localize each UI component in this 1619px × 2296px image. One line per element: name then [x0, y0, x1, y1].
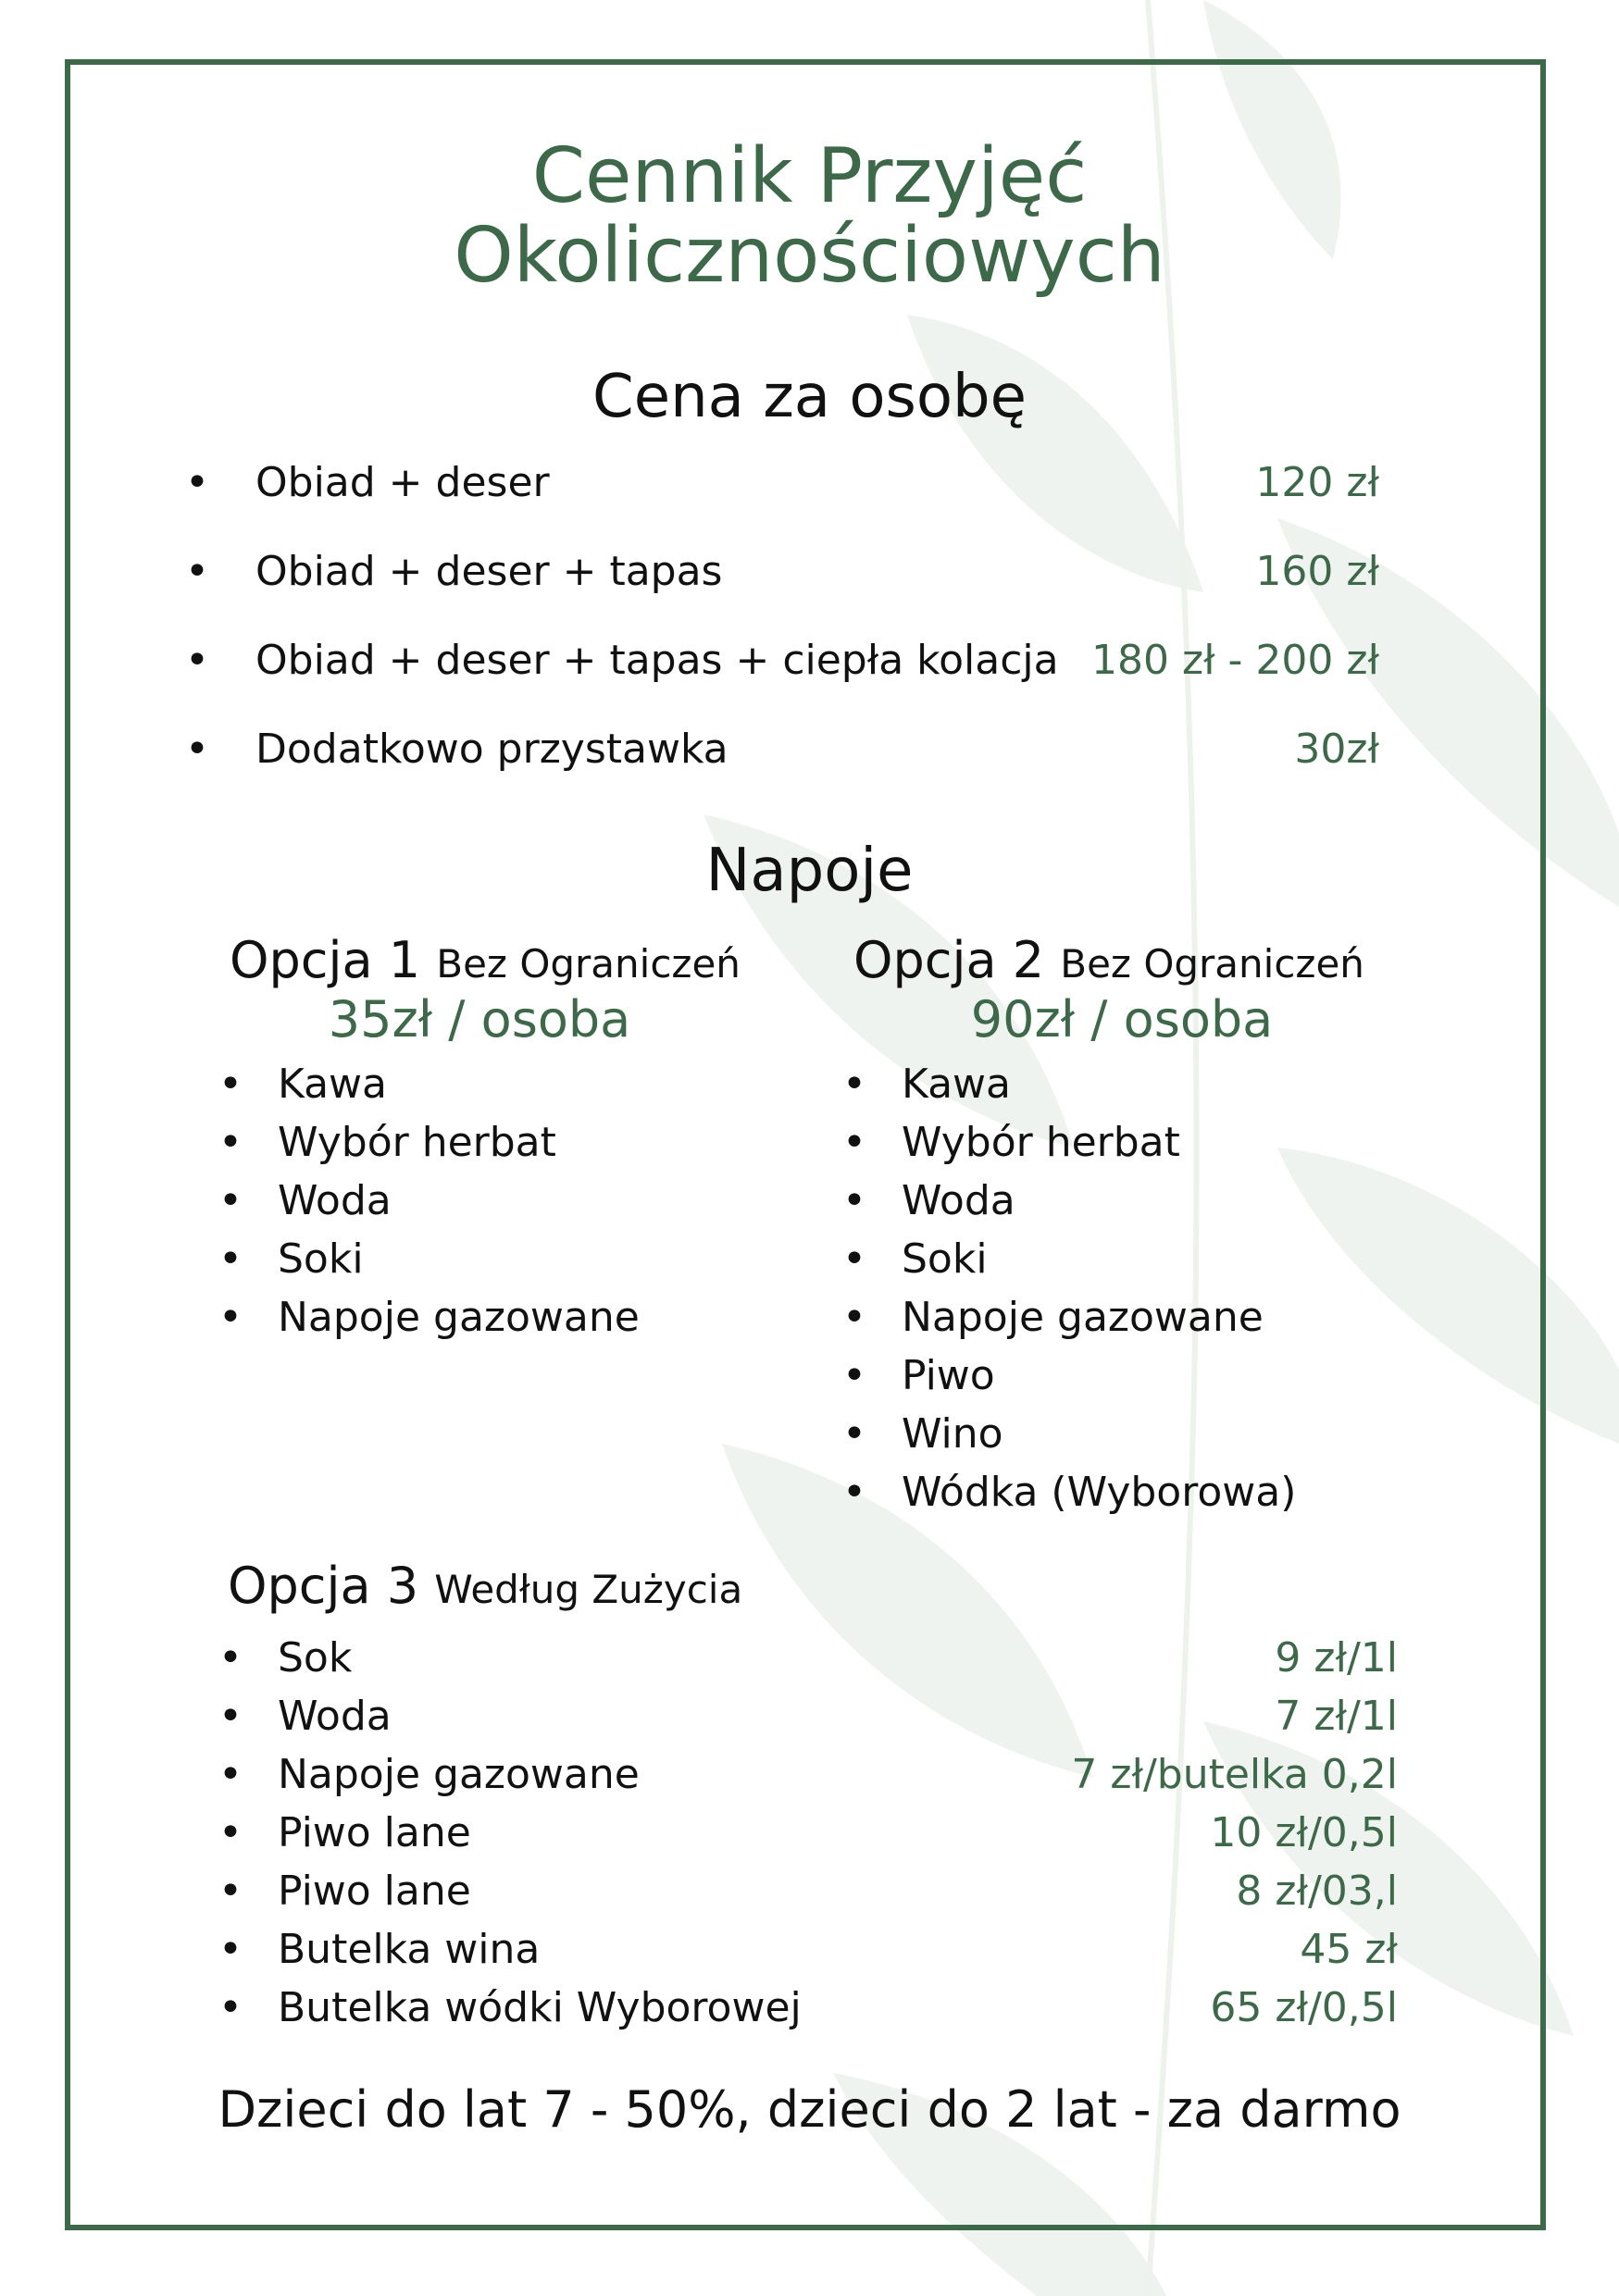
item-label: Obiad + deser [255, 459, 550, 506]
bullet: • [185, 726, 209, 773]
option-2-heading [853, 933, 1446, 992]
list-item: • Kawa [842, 1061, 1011, 1108]
bullet: • [185, 637, 209, 684]
drinks-heading: Napoje [705, 837, 914, 905]
option-3-list [218, 1631, 1398, 2039]
item-label: Obiad + deser + tapas + ciepła kolacja [255, 637, 1059, 684]
children-discount-note: Dzieci do lat 7 - 50%, dzieci do 2 lat - za darmo [218, 2080, 1401, 2139]
list-item: • Wino [842, 1410, 1003, 1458]
list-item: • Piwo lane 10 zł/0,5l [218, 1809, 1398, 1856]
per-person-item [185, 548, 1379, 603]
list-item: • Napoje gazowane [218, 1294, 640, 1341]
list-item: • Woda 7 zł/1l [218, 1693, 1398, 1740]
list-item: • Butelka wódki Wyborowej 65 zł/0,5l [218, 1984, 1398, 2031]
option-2-list [842, 1057, 1361, 1523]
item-price: 160 zł [1255, 548, 1379, 595]
list-item: • Kawa [218, 1061, 387, 1108]
item-label: Dodatkowo przystawka [255, 726, 729, 773]
option-3-heading [228, 1558, 742, 1618]
per-person-item [185, 637, 1379, 692]
page-title [0, 132, 1619, 300]
list-item: • Sok 9 zł/1l [218, 1634, 1398, 1682]
option-2-section [853, 933, 1446, 1048]
list-item: • Wybór herbat [218, 1119, 556, 1166]
title-line-1: Cennik Przyjęć [531, 132, 1088, 220]
list-item: • Butelka wina 45 zł [218, 1926, 1398, 1973]
list-item: • Napoje gazowane 7 zł/butelka 0,2l [218, 1751, 1398, 1798]
option-2-price: 90zł / osoba [970, 990, 1274, 1049]
item-price: 30zł [1294, 726, 1379, 773]
per-person-item [185, 726, 1379, 781]
option-1-name: Opcja 1 [230, 931, 421, 989]
option-3-type: Według Zużycia [434, 1567, 743, 1612]
option-2-type: Bez Ograniczeń [1060, 941, 1364, 987]
list-item: • Wybór herbat [842, 1119, 1180, 1166]
item-price: 120 zł [1255, 459, 1379, 506]
bullet: • [185, 548, 209, 595]
bullet: • [185, 459, 209, 506]
list-item: • Soki [218, 1235, 364, 1283]
list-item: • Woda [842, 1177, 1015, 1224]
per-person-heading: Cena za osobę [592, 363, 1027, 431]
option-1-list [218, 1057, 737, 1348]
per-person-item [185, 459, 1379, 515]
list-item: • Napoje gazowane [842, 1294, 1264, 1341]
option-1-price: 35zł / osoba [328, 990, 631, 1049]
list-item: • Soki [842, 1235, 988, 1283]
option-2-name: Opcja 2 [853, 931, 1045, 989]
list-item: • Piwo [842, 1352, 995, 1399]
option-1-heading [230, 933, 785, 992]
list-item: • Wódka (Wyborowa) [842, 1469, 1297, 1516]
option-1-type: Bez Ograniczeń [436, 941, 741, 987]
list-item: • Woda [218, 1177, 392, 1224]
option-3-name: Opcja 3 [228, 1557, 419, 1615]
item-label: Obiad + deser + tapas [255, 548, 723, 595]
item-price: 180 zł - 200 zł [1091, 637, 1379, 684]
option-1-section [230, 933, 785, 1048]
title-line-2: Okolicznościowych [454, 212, 1165, 300]
list-item: • Piwo lane 8 zł/03,l [218, 1868, 1398, 1915]
